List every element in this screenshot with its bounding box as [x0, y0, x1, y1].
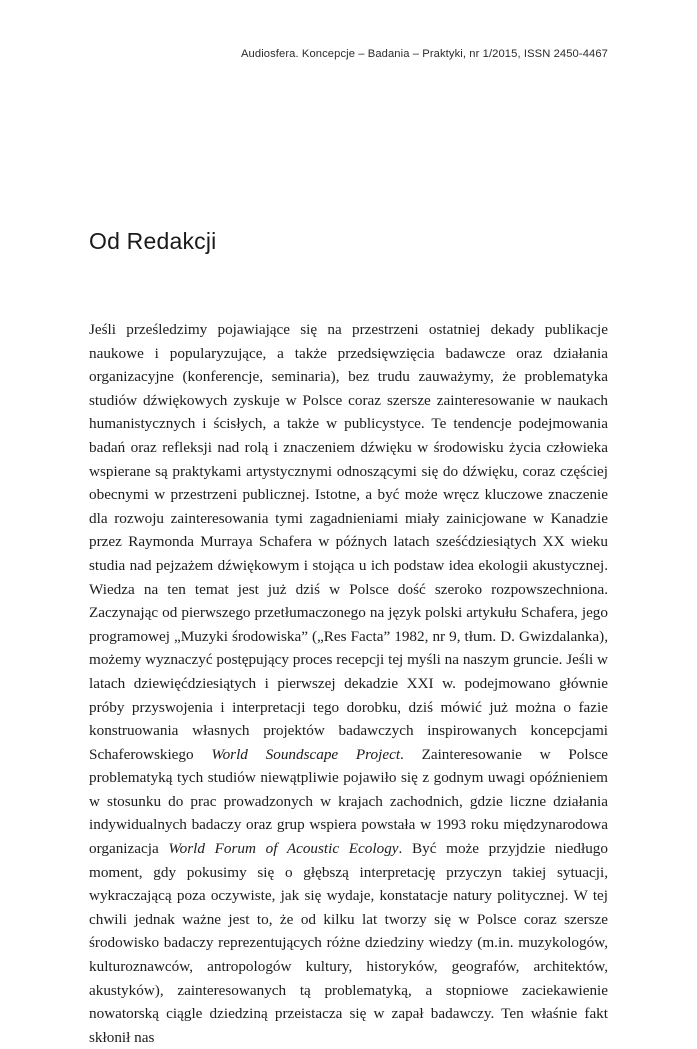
running-header: Audiosfera. Koncepcje – Badania – Praktyki, nr 1/2015, ISSN 2450-4467 — [241, 48, 608, 60]
body-text-segment: Jeśli prześledzimy pojawiające się na przestrzeni ostatniej dekady publikacje naukowe i popularyzujące, a także przedsięwzięcia badawcze oraz działania organizacyjne (konferencje, seminaria), bez trudu zauważymy, że problematyka studiów dźwiękowych zyskuje w Polsce coraz szersze zainteresowanie w naukach humanistycznych i ścisłych, a także w publicystyce. Te tendencje podejmowania badań oraz refleksji nad rolą i znaczeniem dźwięku w środowisku życia człowieka wspierane są praktykami artystycznymi odnoszącymi się do dźwięku, coraz częściej obecnymi w przestrzeni publicznej. Istotne, a być może wręcz kluczowe znaczenie dla rozwoju zainteresowania tymi zagadnieniami miały zainicjowane w Kanadzie przez Raymonda Murraya Schafera w późnych latach sześćdziesiątych XX wieku studia nad pejzażem dźwiękowym i stojąca u ich podstaw idea ekologii akustycznej. Wiedza na ten temat jest już dziś w Polsce dość szeroko rozpowszechniona. Zaczynając od pierwszego przetłumaczonego na język polski artykułu Schafera, jego programowej „Muzyki środowiska” („Res Facta” 1982, nr 9, tłum. D. Gwizdalanka), możemy wyznaczyć postępujący proces recepcji tej myśli na naszym gruncie. Jeśli w latach dziewięćdziesiątych i pierwszej dekadzie XXI w. podejmowano głównie próby przyswojenia i interpretacji tego dorobku, dziś mówić już można o fazie konstruowania własnych projektów badawczych inspirowanych koncepcjami Schaferowskiego — [89, 321, 608, 763]
body-text-segment: . Być może przyjdzie niedługo moment, gdy pokusimy się o głębszą interpretację przyczyn takiej sytuacji, wykraczającą poza oczywiste, jak się wydaje, konstatacje natury politycznej. W tej chwili jednak ważne jest to, że od kilku lat tworzy się w Polsce coraz szersze środowisko badaczy reprezentujących różne dziedziny wiedzy (m.in. muzykologów, kulturoznawców, antropologów kultury, historyków, geografów, architektów, akustyków), zainteresowanych tą problematyką, a stopniowe zaciekawienie nowatorską ciągle dziedziną przeistacza się w zapał badawczy. Ten właśnie fakt skłonił nas — [89, 840, 608, 1046]
body-paragraph — [89, 318, 608, 1049]
section-title: Od Redakcji — [89, 228, 217, 254]
italic-title-world-soundscape-project: World Soundscape Project — [211, 745, 401, 763]
body-text-segment: . Zainteresowanie w Polsce problematyką tych studiów niewątpliwie pojawiło się z godnym uwagi opóźnieniem w stosunku do prac prowadzonych w krajach zachodnich, gdzie liczne działania indywidualnych badaczy oraz grup wspiera powstała w 1993 roku międzynarodowa organizacja — [89, 745, 609, 858]
italic-title-world-forum-acoustic-ecology: World Forum of Acoustic Ecology — [168, 840, 399, 858]
